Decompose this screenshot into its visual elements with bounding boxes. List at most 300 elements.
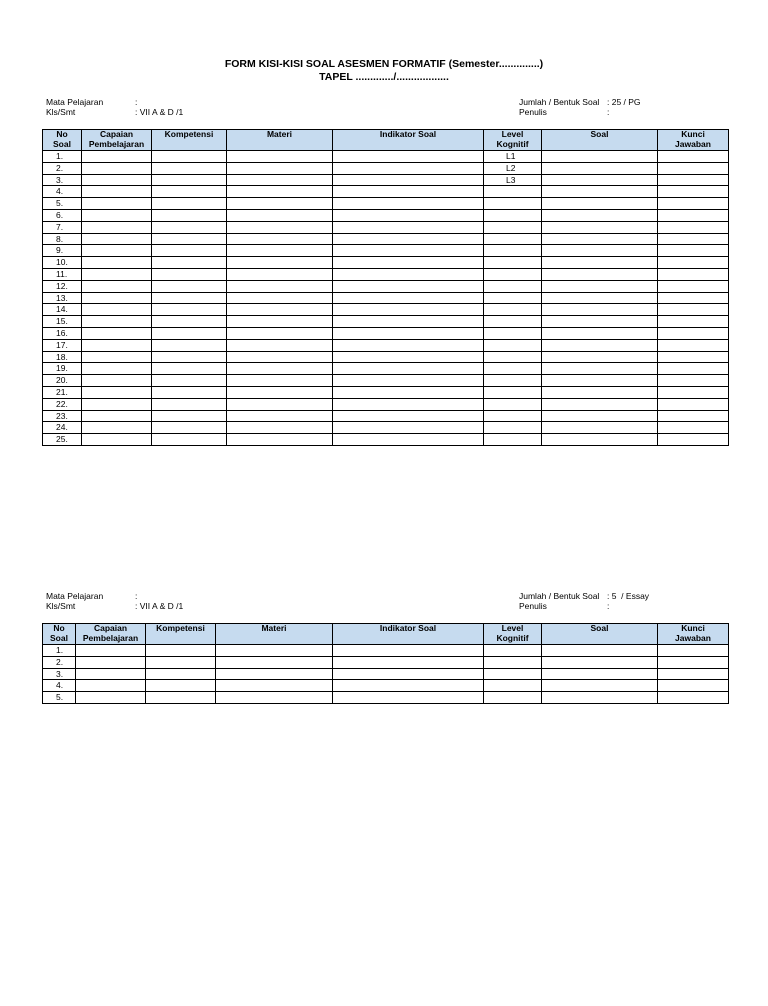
table-cell [658,327,729,339]
column-header: Kompetensi [152,130,227,151]
table-cell [542,434,658,446]
table-cell [152,162,227,174]
table-cell [484,316,542,328]
penulis-value: : [607,601,610,611]
table-cell [152,363,227,375]
table-row [43,186,729,198]
table-cell [542,680,658,692]
table-cell [542,410,658,422]
table-cell [542,162,658,174]
row-number: 12. [43,280,82,292]
table-cell [542,268,658,280]
table-cell [82,209,152,221]
column-header: Kunci Jawaban [658,130,729,151]
row-number: 4. [43,186,82,198]
table-cell [484,386,542,398]
table-cell [484,668,542,680]
table-cell [333,434,484,446]
table-cell [542,186,658,198]
table-row [43,656,729,668]
kls-smt-value: : VII A & D /1 [135,107,184,117]
table-cell [76,645,146,657]
row-number: 14. [43,304,82,316]
table-cell [333,351,484,363]
table-row [43,174,729,186]
table-cell [152,292,227,304]
table-cell [227,327,333,339]
table-cell [82,280,152,292]
table-cell [227,422,333,434]
penulis-label: Penulis [519,601,547,611]
table-cell [82,398,152,410]
table-cell [152,245,227,257]
column-header: Kompetensi [146,624,216,645]
table-cell [216,692,333,704]
table-row [43,363,729,375]
table-cell [333,316,484,328]
table-row [43,245,729,257]
table-cell [658,668,729,680]
table-cell [146,692,216,704]
table-cell [333,221,484,233]
table-row [43,351,729,363]
table-cell [542,292,658,304]
table-row [43,645,729,657]
row-number: 5. [43,198,82,210]
table-row [43,151,729,163]
table-row [43,233,729,245]
table-cell [542,209,658,221]
column-header: Indikator Soal [333,624,484,645]
table-cell [658,375,729,387]
table-cell [152,316,227,328]
kls-smt-label: Kls/Smt [46,107,76,117]
row-number: 21. [43,386,82,398]
table-cell [76,656,146,668]
table-cell [227,410,333,422]
table-row [43,162,729,174]
table-cell [542,351,658,363]
row-number: 3. [43,668,76,680]
table-cell [76,692,146,704]
table-cell [227,351,333,363]
table-cell [146,645,216,657]
table-cell [542,645,658,657]
table-cell [227,151,333,163]
table-cell [227,316,333,328]
table-cell [484,692,542,704]
table-cell [82,386,152,398]
table-cell [227,209,333,221]
row-number: 20. [43,375,82,387]
table-cell [542,327,658,339]
table-cell [484,209,542,221]
table-cell [333,363,484,375]
mata-pelajaran-value: : [135,97,138,107]
table-row [43,375,729,387]
table-cell [227,162,333,174]
table-cell [658,174,729,186]
table-cell [152,434,227,446]
table-row [43,339,729,351]
row-number: 4. [43,680,76,692]
table-row [43,680,729,692]
column-header: Level Kognitif [484,624,542,645]
kls-smt-value: : VII A & D /1 [135,601,184,611]
table-row [43,304,729,316]
form-subtitle-tapel: TAPEL ............./.................. [319,71,449,83]
table-cell [484,280,542,292]
table-cell [152,351,227,363]
table-cell [484,221,542,233]
table-cell [227,398,333,410]
table-cell [227,363,333,375]
table-row [43,668,729,680]
table-cell [658,233,729,245]
row-number: 8. [43,233,82,245]
row-number: 3. [43,174,82,186]
table-cell [542,198,658,210]
table-cell [227,268,333,280]
table-cell [333,174,484,186]
table-cell [82,434,152,446]
table-cell [333,257,484,269]
table-cell [542,245,658,257]
table-cell [333,209,484,221]
table-cell [333,668,484,680]
row-number: 9. [43,245,82,257]
table-cell [227,221,333,233]
table-cell [658,186,729,198]
mata-pelajaran-label: Mata Pelajaran [46,97,104,107]
row-number: 23. [43,410,82,422]
row-number: 22. [43,398,82,410]
table-cell [658,304,729,316]
table-row [43,316,729,328]
table-row [43,386,729,398]
level-kognitif-cell: L3 [484,174,542,186]
row-number: 17. [43,339,82,351]
mata-pelajaran-value: : [135,591,138,601]
column-header: No Soal [43,624,76,645]
table-cell [658,398,729,410]
table-row [43,398,729,410]
table-cell [484,410,542,422]
table-cell [658,351,729,363]
table-cell [333,339,484,351]
row-number: 1. [43,151,82,163]
table-cell [227,375,333,387]
table-cell [227,198,333,210]
row-number: 7. [43,221,82,233]
table-cell [152,268,227,280]
table-cell [152,304,227,316]
table-cell [227,174,333,186]
table-cell [542,280,658,292]
table-cell [484,327,542,339]
table-cell [333,280,484,292]
column-header: Materi [216,624,333,645]
table-cell [152,422,227,434]
table-cell [542,386,658,398]
table-cell [227,339,333,351]
table-row [43,692,729,704]
table-cell [658,645,729,657]
table-cell [82,292,152,304]
table-cell [542,656,658,668]
table-row [43,221,729,233]
column-header: Capaian Pembelajaran [82,130,152,151]
table-cell [152,339,227,351]
table-cell [227,434,333,446]
table-cell [152,221,227,233]
table-cell [658,245,729,257]
table-row [43,422,729,434]
table-cell [333,398,484,410]
row-number: 10. [43,257,82,269]
table-cell [484,245,542,257]
table-row [43,434,729,446]
table-cell [658,692,729,704]
penulis-label: Penulis [519,107,547,117]
table-cell [152,386,227,398]
table-cell [484,339,542,351]
table-cell [484,422,542,434]
table-cell [542,422,658,434]
row-number: 25. [43,434,82,446]
kisi-kisi-table-essay [42,623,729,704]
table-cell [227,280,333,292]
row-number: 16. [43,327,82,339]
table-cell [82,363,152,375]
table-cell [152,186,227,198]
table-cell [152,233,227,245]
column-header: Soal [542,624,658,645]
column-header: Soal [542,130,658,151]
table-cell [333,162,484,174]
row-number: 19. [43,363,82,375]
row-number: 1. [43,645,76,657]
table-cell [542,174,658,186]
row-number: 24. [43,422,82,434]
table-cell [146,656,216,668]
table-cell [333,645,484,657]
table-cell [82,268,152,280]
table-cell [333,198,484,210]
table-cell [658,198,729,210]
table-cell [227,304,333,316]
table-cell [82,422,152,434]
jumlah-bentuk-soal-label: Jumlah / Bentuk Soal [519,591,600,601]
table-cell [82,151,152,163]
table-cell [152,327,227,339]
table-row [43,198,729,210]
table-cell [152,174,227,186]
table-cell [542,339,658,351]
table-cell [484,304,542,316]
table-cell [333,656,484,668]
table-cell [484,434,542,446]
table-cell [216,656,333,668]
table-cell [227,233,333,245]
table-cell [658,680,729,692]
row-number: 5. [43,692,76,704]
table-cell [152,410,227,422]
table-cell [658,363,729,375]
table-cell [542,668,658,680]
jumlah-bentuk-soal-value: : 25 / PG [607,97,641,107]
table-cell [82,327,152,339]
table-row [43,209,729,221]
jumlah-bentuk-soal-value: : 5 / Essay [607,591,650,601]
table-cell [76,680,146,692]
table-cell [82,174,152,186]
table-cell [227,245,333,257]
table-cell [82,410,152,422]
table-cell [216,680,333,692]
table-cell [333,292,484,304]
table-cell [152,151,227,163]
table-cell [484,656,542,668]
table-cell [82,316,152,328]
table-cell [82,375,152,387]
table-row [43,280,729,292]
table-cell [658,292,729,304]
table-row [43,327,729,339]
table-cell [542,233,658,245]
table-cell [82,304,152,316]
penulis-value: : [607,107,610,117]
table-cell [333,186,484,198]
level-kognitif-cell: L1 [484,151,542,163]
table-cell [542,316,658,328]
table-cell [484,351,542,363]
table-cell [82,162,152,174]
table-cell [658,268,729,280]
table-cell [484,186,542,198]
table-cell [152,257,227,269]
table-cell [333,692,484,704]
table-cell [333,680,484,692]
row-number: 11. [43,268,82,280]
row-number: 2. [43,656,76,668]
table-cell [82,233,152,245]
table-cell [542,398,658,410]
jumlah-bentuk-soal-label: Jumlah / Bentuk Soal [519,97,600,107]
table-cell [333,410,484,422]
table-cell [658,162,729,174]
row-number: 18. [43,351,82,363]
row-number: 6. [43,209,82,221]
table-cell [484,268,542,280]
table-cell [658,209,729,221]
table-cell [152,375,227,387]
table-cell [333,375,484,387]
table-cell [484,363,542,375]
table-cell [333,327,484,339]
table-cell [484,292,542,304]
table-cell [152,280,227,292]
table-cell [82,351,152,363]
table-cell [76,668,146,680]
table-cell [542,363,658,375]
table-cell [82,245,152,257]
table-cell [542,304,658,316]
table-cell [658,339,729,351]
table-cell [152,198,227,210]
table-cell [484,375,542,387]
form-title: FORM KISI-KISI SOAL ASESMEN FORMATIF (Semester..............) [224,58,544,70]
table-cell [658,221,729,233]
kisi-kisi-table-pg [42,129,729,446]
table-cell [333,268,484,280]
table-cell [658,386,729,398]
table-cell [227,257,333,269]
table-cell [333,386,484,398]
table-cell [333,151,484,163]
table-cell [82,339,152,351]
table-cell [227,292,333,304]
table-cell [542,692,658,704]
table-cell [658,151,729,163]
table-cell [658,257,729,269]
column-header: No Soal [43,130,82,151]
table-row [43,292,729,304]
table-row [43,268,729,280]
table-cell [542,257,658,269]
table-cell [484,233,542,245]
table-cell [333,422,484,434]
table-cell [484,398,542,410]
table-cell [227,186,333,198]
table-cell [82,186,152,198]
table-cell [542,375,658,387]
table-cell [333,245,484,257]
table-cell [542,221,658,233]
table-cell [484,680,542,692]
table-cell [146,668,216,680]
table-cell [152,209,227,221]
column-header: Indikator Soal [333,130,484,151]
table-cell [227,386,333,398]
table-cell [333,304,484,316]
column-header: Capaian Pembelajaran [76,624,146,645]
table-cell [658,410,729,422]
row-number: 2. [43,162,82,174]
column-header: Kunci Jawaban [658,624,729,645]
table-cell [658,422,729,434]
table-row [43,257,729,269]
table-cell [658,316,729,328]
table-cell [484,645,542,657]
table-cell [484,257,542,269]
table-cell [216,668,333,680]
column-header: Materi [227,130,333,151]
table-cell [152,398,227,410]
table-cell [333,233,484,245]
table-cell [216,645,333,657]
table-cell [542,151,658,163]
table-cell [484,198,542,210]
row-number: 15. [43,316,82,328]
table-row [43,410,729,422]
table-cell [658,434,729,446]
row-number: 13. [43,292,82,304]
table-cell [658,656,729,668]
column-header: Level Kognitif [484,130,542,151]
kls-smt-label: Kls/Smt [46,601,76,611]
table-cell [82,221,152,233]
